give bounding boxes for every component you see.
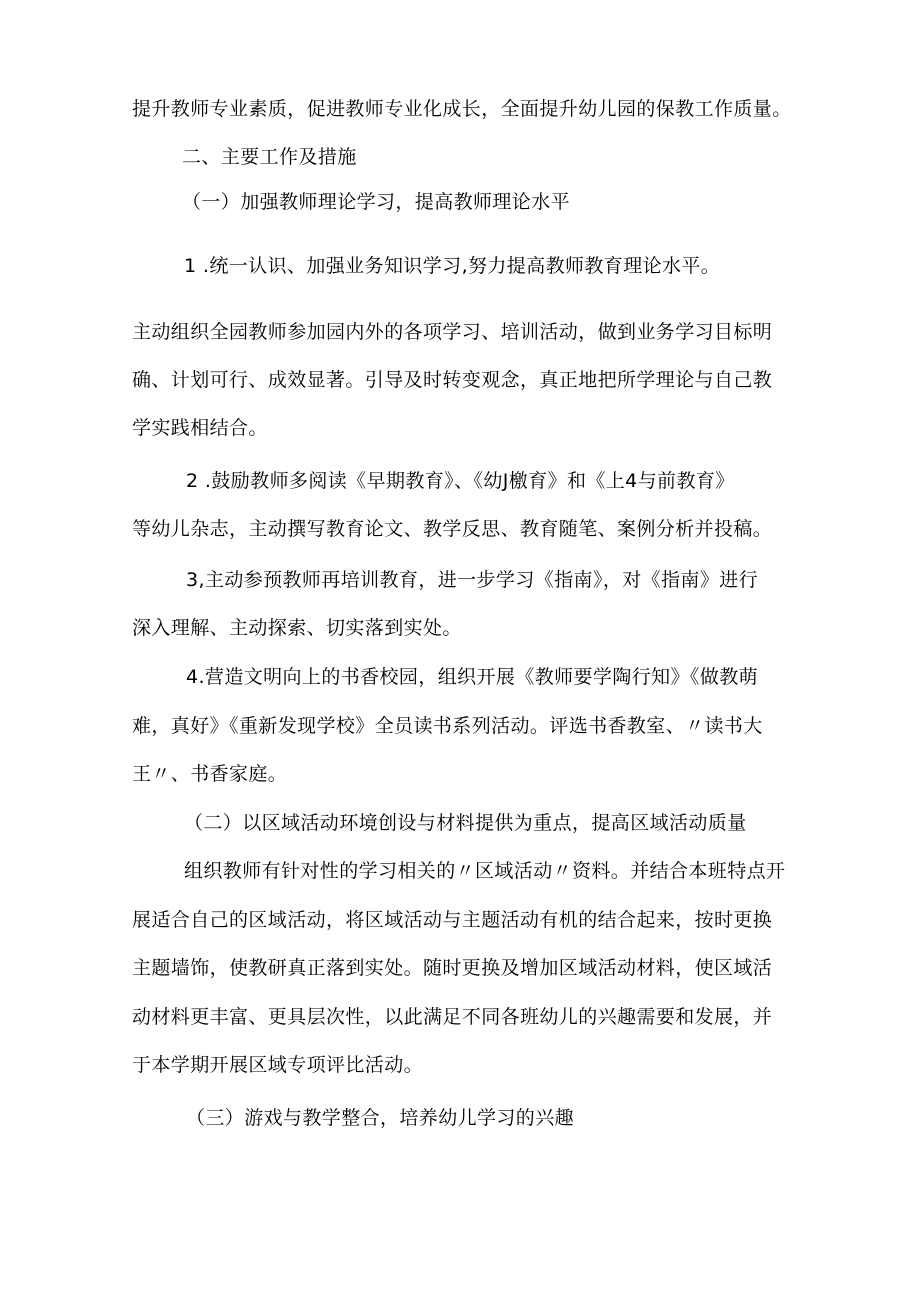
paragraph-line: 等幼儿杂志，主动撰写教育论文、教学反思、教育随笔、案例分析并投稿。	[132, 518, 773, 540]
paragraph-line: 深入理解、主动探索、切实落到实处。	[132, 617, 462, 639]
paragraph-line: 学实践相结合。	[132, 417, 268, 439]
paragraph-line: 主动组织全园教师参加园内外的各项学习、培训活动，做到业务学习目标明	[132, 321, 773, 343]
paragraph-line: 主题墙饰，使教研真正落到实处。随时更换及增加区域活动材料，使区域活	[132, 957, 773, 979]
list-item-line: 2 .鼓励教师多阅读《早期教育》、《幼J檄育》和《上4与前教育》	[186, 470, 735, 492]
paragraph-line: 确、计划可行、成效显著。引导及时转变观念，真正地把所学理论与自己教	[132, 369, 773, 391]
paragraph-line: 动材料更丰富、更具层次性，以此满足不同各班幼儿的兴趣需要和发展，并	[132, 1006, 773, 1028]
paragraph-line: 王〃、书香家庭。	[132, 763, 288, 785]
section-heading: 二、主要工作及措施	[182, 146, 357, 168]
list-item-line: 4.营造文明向上的书香校园，组织开展《教师要学陶行知》《做教萌	[186, 666, 759, 688]
paragraph-line: 于本学期开展区域专项评比活动。	[132, 1054, 424, 1076]
list-item-heading: 1 .统一认识、加强业务知识学习,努力提高教师教育理论水平。	[184, 255, 721, 277]
paragraph-line: 提升教师专业素质，促进教师专业化成长，全面提升幼儿园的保教工作质量。	[132, 98, 792, 120]
paragraph-line: 组织教师有针对性的学习相关的〃区域活动〃资料。并结合本班特点开	[184, 860, 786, 882]
subsection-heading: （一）加强教师理论学习，提高教师理论水平	[182, 191, 571, 213]
list-item-line: 3,主动参预教师再培训教育，进一步学习《指南》，对《指南》进行	[186, 569, 759, 591]
subsection-heading: （三）游戏与教学整合，培养幼儿学习的兴趣	[186, 1107, 575, 1129]
paragraph-line: 展适合自己的区域活动，将区域活动与主题活动有机的结合起来，按时更换	[132, 909, 773, 931]
subsection-heading: （二）以区域活动环境创设与材料提供为重点，提高区域活动质量	[184, 812, 747, 834]
paragraph-line: 难，真好》《重新发现学校》全员读书系列活动。评选书香教室、〃读书大	[132, 715, 763, 737]
